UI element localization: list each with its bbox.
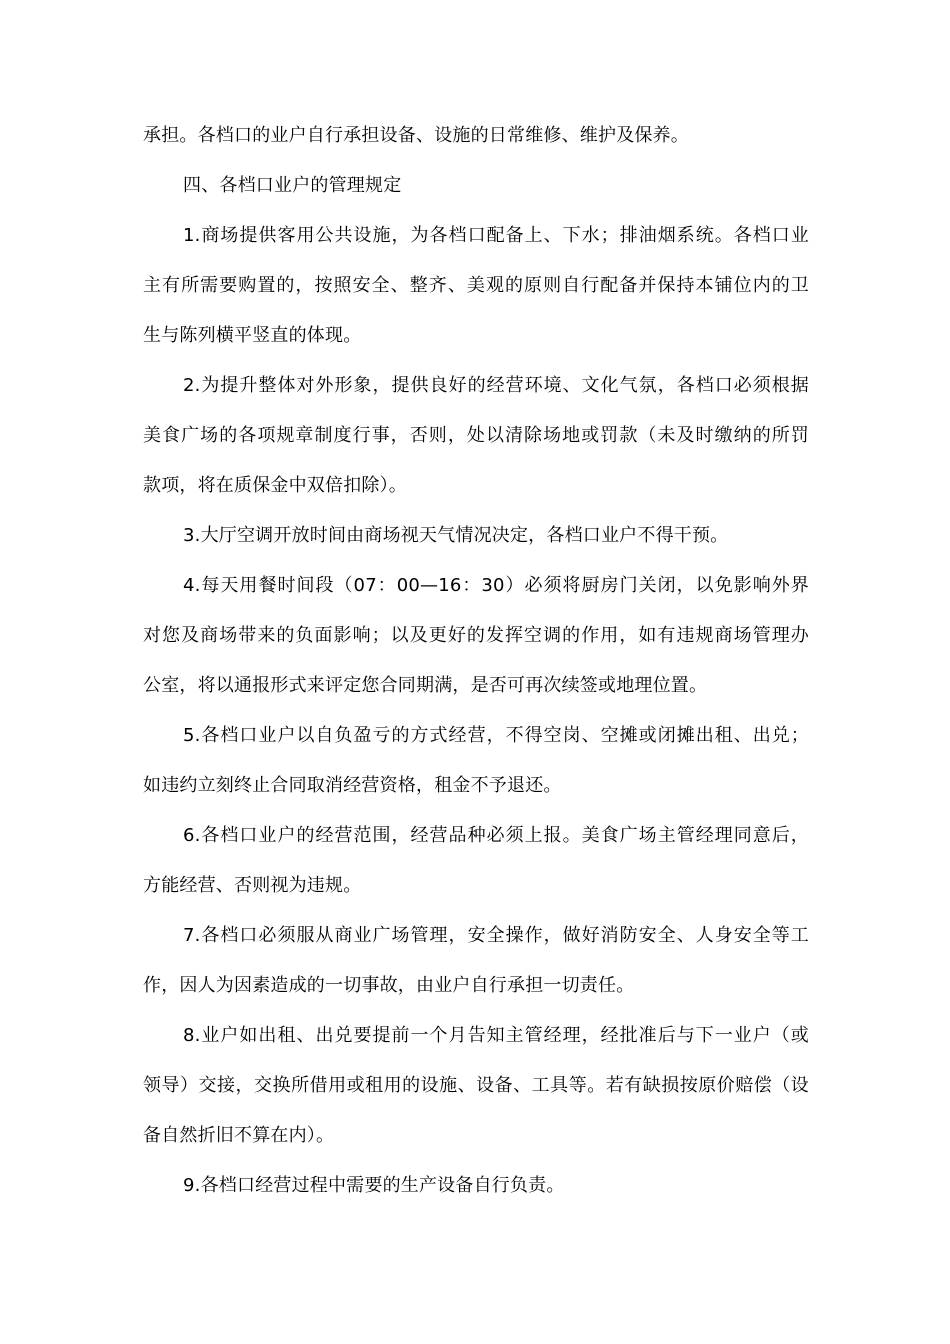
text-line: 备自然折旧不算在内）。 bbox=[143, 1125, 335, 1146]
text-line: 领导）交接，交换所借用或租用的设施、设备、工具等。若有缺损按原价赔偿（设 bbox=[143, 1075, 809, 1096]
text-line: 方能经营、否则视为违规。 bbox=[143, 875, 362, 896]
text-line: 主有所需要购置的，按照安全、整齐、美观的原则自行配备并保持本铺位内的卫 bbox=[143, 275, 809, 296]
text-line: 7.各档口必须服从商业广场管理，安全操作，做好消防安全、人身安全等工 bbox=[183, 925, 809, 946]
text-line: 作，因人为因素造成的一切事故，由业户自行承担一切责任。 bbox=[143, 975, 635, 996]
text-line: 6.各档口业户的经营范围，经营品种必须上报。美食广场主管经理同意后， bbox=[183, 825, 809, 846]
section-heading: 四、各档口业户的管理规定 bbox=[183, 175, 402, 196]
document-body bbox=[143, 111, 809, 1211]
text-line: 公室，将以通报形式来评定您合同期满，是否可再次续签或地理位置。 bbox=[143, 675, 708, 696]
text-line: 8.业户如出租、出兑要提前一个月告知主管经理，经批准后与下一业户（或 bbox=[183, 1025, 809, 1046]
text-line: 如违约立刻终止合同取消经营资格，租金不予退还。 bbox=[143, 775, 562, 796]
text-line: 对您及商场带来的负面影响；以及更好的发挥空调的作用，如有违规商场管理办 bbox=[143, 625, 809, 646]
text-line: 2.为提升整体对外形象，提供良好的经营环境、文化气氛，各档口必须根据 bbox=[183, 375, 809, 396]
text-line: 生与陈列横平竖直的体现。 bbox=[143, 325, 362, 346]
text-line: 承担。各档口的业户自行承担设备、设施的日常维修、维护及保养。 bbox=[143, 125, 689, 146]
text-line: 美食广场的各项规章制度行事，否则，处以清除场地或罚款（未及时缴纳的所罚 bbox=[143, 425, 809, 446]
text-line: 5.各档口业户以自负盈亏的方式经营，不得空岗、空摊或闭摊出租、出兑； bbox=[183, 725, 809, 746]
text-line: 9.各档口经营过程中需要的生产设备自行负责。 bbox=[183, 1175, 565, 1196]
text-line: 3.大厅空调开放时间由商场视天气情况决定，各档口业户不得干预。 bbox=[183, 525, 729, 546]
text-line: 1.商场提供客用公共设施，为各档口配备上、下水；排油烟系统。各档口业 bbox=[183, 225, 809, 246]
text-line: 款项，将在质保金中双倍扣除）。 bbox=[143, 475, 407, 496]
text-line: 4.每天用餐时间段（07：00—16：30）必须将厨房门关闭，以免影响外界 bbox=[183, 575, 809, 596]
